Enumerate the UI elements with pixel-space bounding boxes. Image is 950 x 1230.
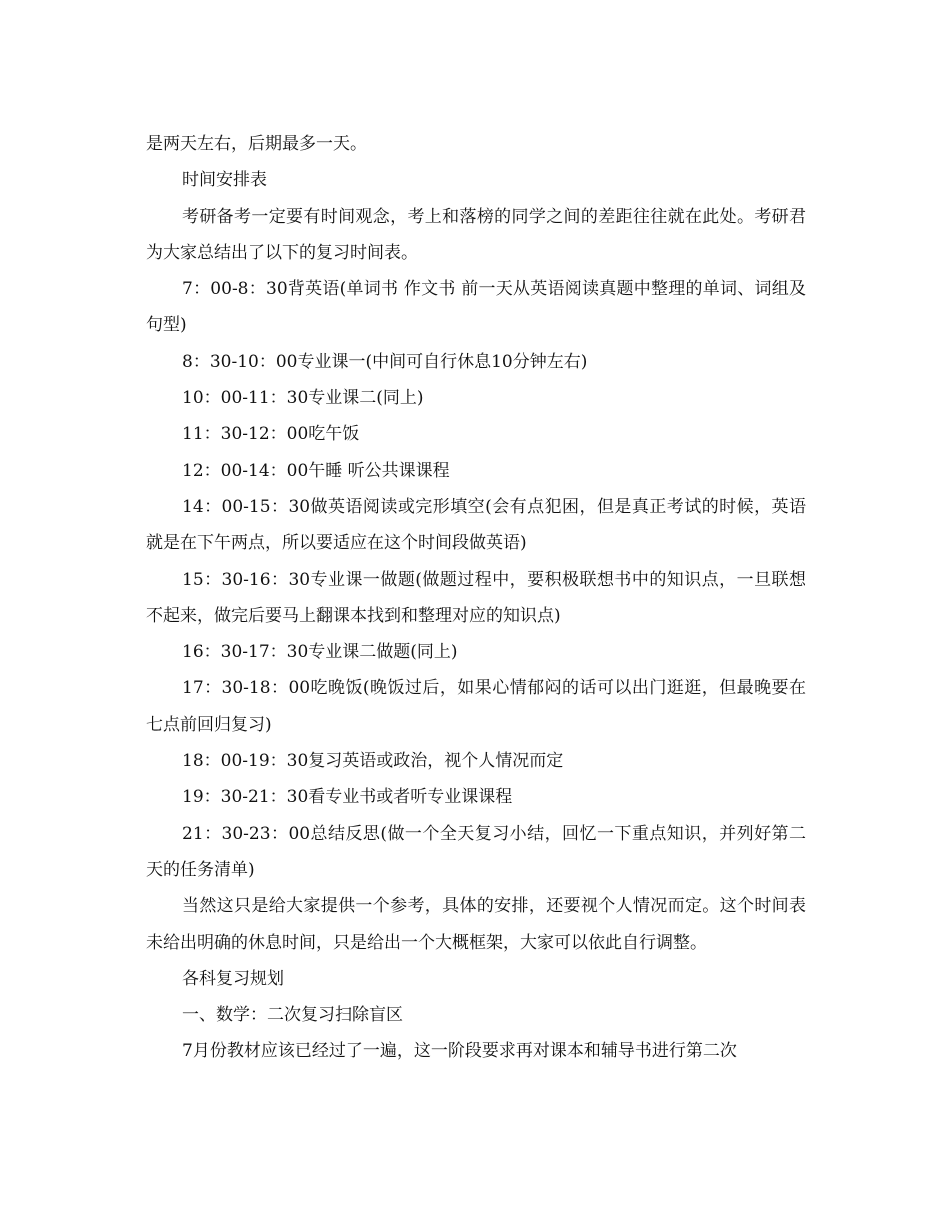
schedule-item: 15：30-16：30专业课一做题(做题过程中，要积极联想书中的知识点，一旦联想不起来，做完后要马上翻课本找到和整理对应的知识点) — [146, 569, 806, 626]
section-heading-schedule: 时间安排表 — [182, 170, 267, 191]
schedule-item: 14：00-15：30做英语阅读或完形填空(会有点犯困，但是真正考试的时候，英语就是在下午两点，所以要适应在这个时间段做英语) — [146, 496, 806, 554]
schedule-item: 12：00-14：00午睡 听公共课课程 — [182, 460, 450, 481]
subsection-heading-math: 一、数学：二次复习扫除盲区 — [182, 1005, 403, 1026]
schedule-item: 11：30-12：00吃午饭 — [182, 424, 360, 445]
paragraph: 是两天左右，后期最多一天。 — [146, 134, 367, 154]
section-heading-subjects: 各科复习规划 — [182, 968, 284, 989]
schedule-item: 16：30-17：30专业课二做题(同上) — [182, 642, 458, 663]
schedule-item: 17：30-18：00吃晚饭(晚饭过后，如果心情郁闷的话可以出门逛逛，但最晚要在七点前回归复习) — [146, 678, 806, 735]
paragraph: 当然这只是给大家提供一个参考，具体的安排，还要视个人情况而定。这个时间表未给出明确的休息时间，只是给出一个大概框架，大家可以依此自行调整。 — [146, 896, 806, 953]
schedule-item: 8：30-10：00专业课一(中间可自行休息10分钟左右) — [182, 351, 588, 372]
schedule-item: 19：30-21：30看专业书或者听专业课课程 — [182, 787, 513, 808]
document-body — [146, 126, 806, 1070]
schedule-item: 7：00-8：30背英语(单词书 作文书 前一天从英语阅读真题中整理的单词、词组及句型) — [146, 279, 806, 336]
schedule-item: 18：00-19：30复习英语或政治，视个人情况而定 — [182, 751, 564, 772]
paragraph: 7月份教材应该已经过了一遍，这一阶段要求再对课本和辅导书进行第二次 — [182, 1041, 737, 1062]
schedule-item: 10：00-11：30专业课二(同上) — [182, 388, 424, 409]
paragraph: 考研备考一定要有时间观念，考上和落榜的同学之间的差距往往就在此处。考研君为大家总结出了以下的复习时间表。 — [146, 206, 806, 263]
schedule-item: 21：30-23：00总结反思(做一个全天复习小结，回忆一下重点知识，并列好第二天的任务清单) — [146, 823, 806, 880]
